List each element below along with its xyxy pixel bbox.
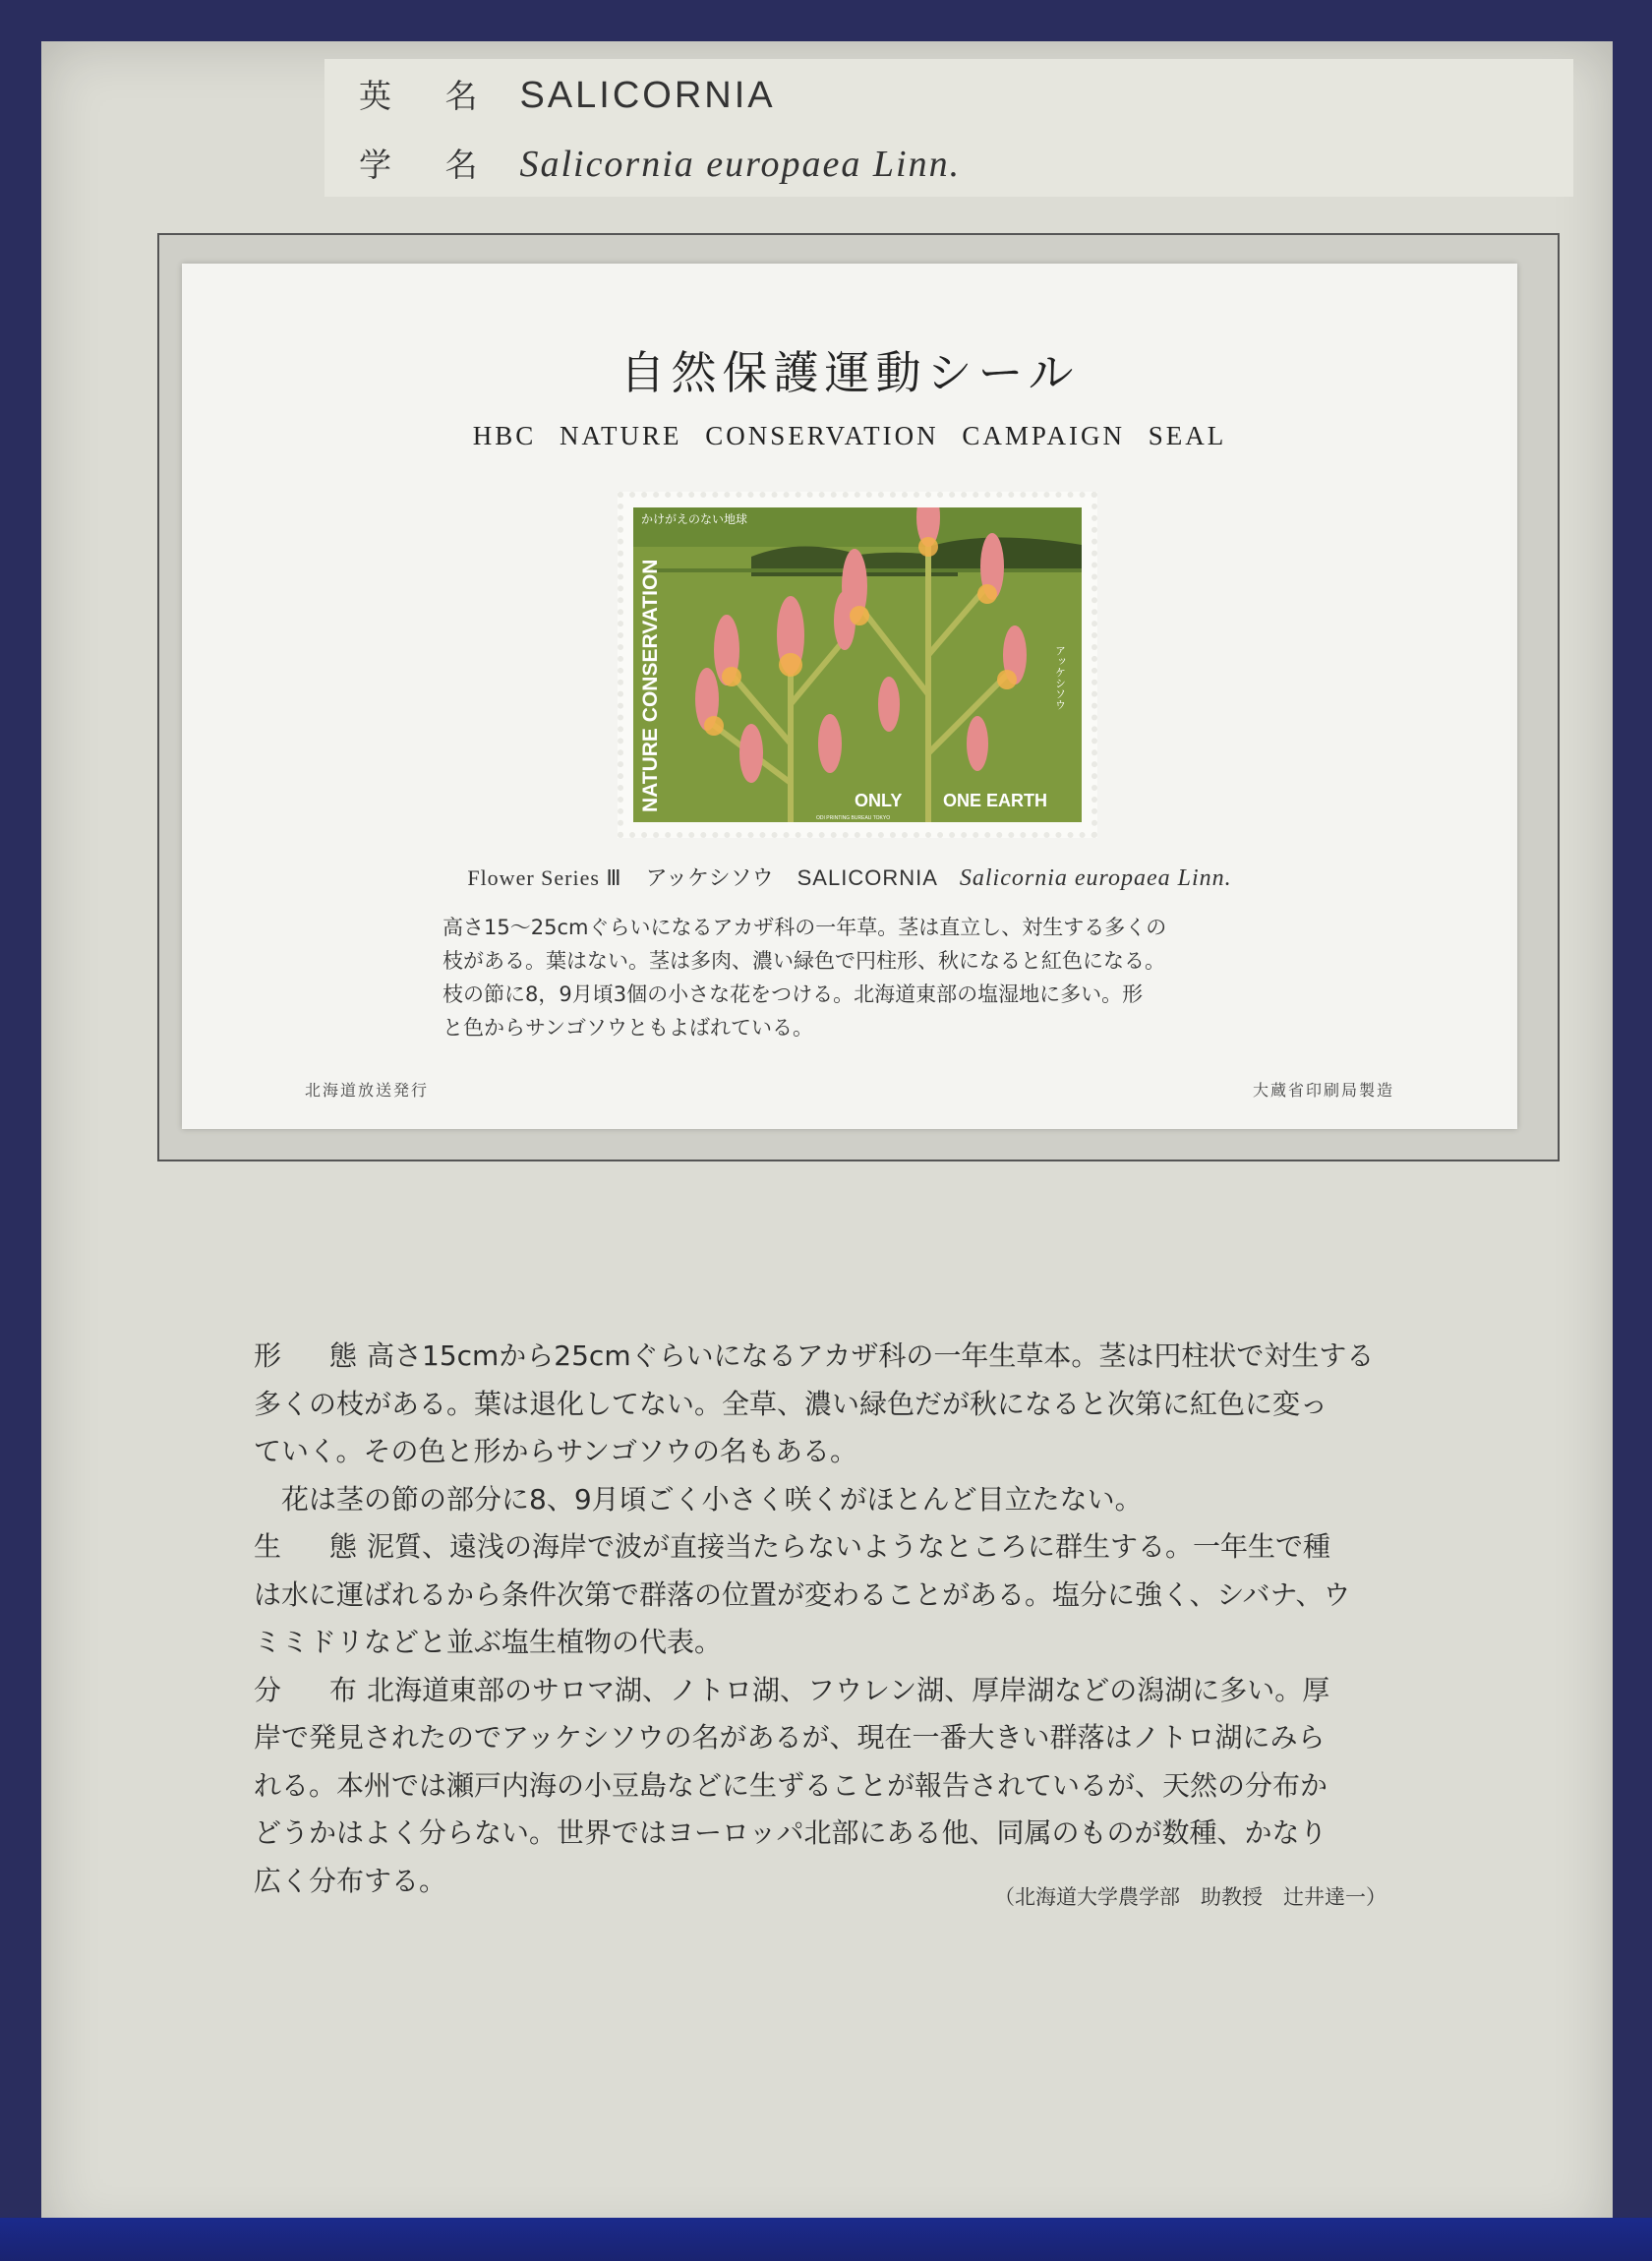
description-line: 高さ15～25cmぐらいになるアカザ科の一年草。茎は直立し、対生する多くの <box>442 916 1167 939</box>
stamp-caption <box>182 862 1517 892</box>
body-line: 形 態高さ15cmから25cmぐらいになるアカザ科の一年生草本。茎は円柱状で対生する <box>254 1333 1414 1381</box>
body-line: 多くの枝がある。葉は退化してない。全草、濃い緑色だが秋になると次第に紅色に変っ <box>254 1387 1328 1420</box>
body-line: 広く分布する。 <box>254 1864 447 1897</box>
body-line: 花は茎の節の部分に8、9月頃ごく小さく咲くがほとんど目立たない。 <box>254 1482 1143 1516</box>
stamp-bottom-left: ONLY <box>855 791 903 810</box>
stamp-side-kana: アッケシソウ <box>1053 645 1067 710</box>
section-heading: 形 態 <box>254 1339 377 1372</box>
description-line: と色からサンゴソウともよばれている。 <box>442 1016 813 1040</box>
stamp-vertical-text: NATURE CONSERVATION <box>639 559 662 812</box>
stamp-illustration <box>633 507 1082 822</box>
scientific-name-label: 学 名 <box>359 146 500 184</box>
caption-kana: アッケシソウ <box>645 866 774 891</box>
sheet-title-jp: 自然保護運動シール <box>620 346 1080 399</box>
section-heading: 生 態 <box>254 1530 377 1563</box>
body-line: は水に運ばれるから条件次第で群落の位置が変わることがある。塩分に強く、シバナ、ウ <box>254 1577 1351 1611</box>
description-line: 枝の節に8，9月頃3個の小さな花をつける。北海道東部の塩湿地に多い。形 <box>442 982 1144 1006</box>
english-name-label: 英 名 <box>359 77 500 115</box>
sheet-issuer: 北海道放送発行 <box>305 1081 430 1100</box>
body-line: 分 布北海道東部のサロマ湖、ノトロ湖、フウレン湖、厚岸湖などの潟湖に多い。厚 <box>254 1667 1414 1715</box>
author-credit: （北海道大学農学部 助教授 辻井達一） <box>994 1885 1386 1909</box>
caption-series: Flower Series Ⅲ <box>467 865 622 890</box>
sheet-printer: 大蔵省印刷局製造 <box>1252 1081 1394 1100</box>
section-heading: 分 布 <box>254 1673 377 1706</box>
souvenir-sheet <box>182 264 1517 1129</box>
english-name: SALICORNIA <box>519 75 776 116</box>
body-line: れる。本州では瀬戸内海の小豆島などに生ずることが報告されているが、天然の分布か <box>254 1768 1328 1802</box>
body-line: 生 態泥質、遠浅の海岸で波が直接当たらないようなところに群生する。一年生で種 <box>254 1523 1414 1572</box>
scientific-name: Salicornia europaea Linn. <box>519 144 962 185</box>
caption-species: Salicornia europaea Linn. <box>959 865 1232 891</box>
english-name-row <box>359 71 776 117</box>
stamp-bottom-right: ONE EARTH <box>943 791 1048 810</box>
scientific-name-row <box>359 140 961 186</box>
album-binding-strip <box>0 2218 1652 2261</box>
stamp <box>618 492 1097 838</box>
body-line: ていく。その色と形からサンゴソウの名もある。 <box>254 1435 858 1467</box>
description-line: 枝がある。葉はない。茎は多肉、濃い緑色で円柱形、秋になると紅色になる。 <box>442 949 1165 973</box>
body-line: 岸で発見されたのでアッケシソウの名があるが、現在一番大きい群落はノトロ湖にみら <box>254 1721 1326 1754</box>
body-line: ミミドリなどと並ぶ塩生植物の代表。 <box>254 1626 723 1658</box>
sheet-description <box>442 911 1308 1044</box>
stamp-top-text: かけがえのない地球 <box>641 512 748 526</box>
caption-genus: SALICORNIA <box>796 865 938 890</box>
sheet-title-en: HBC NATURE CONSERVATION CAMPAIGN SEAL <box>472 421 1227 450</box>
body-text <box>254 1333 1414 1905</box>
body-line: どうかはよく分らない。世界ではヨーロッパ北部にある他、同属のものが数種、かなり <box>254 1816 1328 1849</box>
stamp-printer-tiny: ODI PRINTING BUREAU TOKYO <box>816 815 891 821</box>
